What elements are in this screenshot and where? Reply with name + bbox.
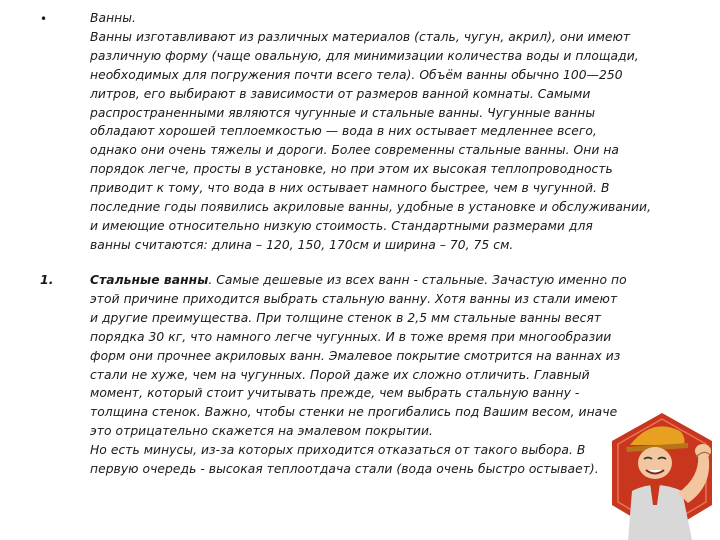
paragraph-line: форм они прочнее акриловых ванн. Эмалевое покрытие смотрится на ваннах из xyxy=(90,348,621,363)
paragraph-line: последние годы появились акриловые ванны, удобные в установке и обслуживании, xyxy=(90,200,652,215)
bullet-marker: • xyxy=(40,12,48,26)
paragraph-first-line xyxy=(90,271,668,290)
paragraph-line: Но есть минусы, из-за которых приходится отказаться от такого выбора. В xyxy=(90,443,586,458)
paragraph-line: литров, его выбирают в зависимости от размеров ванной комнаты. Самыми xyxy=(90,86,591,101)
section-heading: Ванны. xyxy=(90,11,136,25)
paragraph-line: однако они очень тяжелы и дороги. Более современны стальные ванны. Они на xyxy=(90,143,620,158)
section-baths-text xyxy=(90,9,668,255)
paragraph-line: толщина стенок. Важно, чтобы стенки не прогибались под Вашим весом, иначе xyxy=(90,405,618,420)
paragraph-line: различную форму (чаще овальную, для минимизации количества воды и площади, xyxy=(90,48,639,63)
paragraph-line: Ванны изготавливают из различных материалов (сталь, чугун, акрил), они имеют xyxy=(90,29,631,44)
paragraph-line: этой причине приходится выбрать стальную ванну. Хотя ванны из стали имеют xyxy=(90,291,618,306)
paragraph-line: порядка 30 кг, что намного легче чугунных. И в тоже время при многообразии xyxy=(90,329,612,344)
paragraph-line: приводит к тому, что вода в них остывает намного быстрее, чем в чугунной. В xyxy=(90,181,610,196)
paragraph-line: распространенными являются чугунные и стальные ванны. Чугунные ванны xyxy=(90,105,596,120)
section-steel-baths-text xyxy=(90,271,668,479)
paragraph-line: первую очередь - высокая теплоотдача стали (вода очень быстро остывает). xyxy=(90,462,599,477)
bold-lead: Стальные ванны xyxy=(90,273,209,287)
worker-mascot-icon xyxy=(600,405,720,540)
paragraph-line: порядок легче, просты в установке, но при этом их высокая теплопроводность xyxy=(90,162,613,177)
paragraph-line: ванны считаются: длина – 120, 150, 170см и ширина – 70, 75 см. xyxy=(90,237,514,252)
list-number: 1. xyxy=(40,272,54,287)
paragraph-line: обладают хорошей теплоемкостью — вода в них остывает медленнее всего, xyxy=(90,124,597,139)
paragraph-line: стали не хуже, чем на чугунных. Порой даже их сложно отличить. Главный xyxy=(90,367,590,382)
paragraph-line: момент, который стоит учитывать прежде, чем выбрать стальную ванну - xyxy=(90,386,580,401)
paragraph-line: это отрицательно скажется на эмалевом покрытии. xyxy=(90,424,433,439)
paragraph-line: и другие преимущества. При толщине стенок в 2,5 мм стальные ванны весят xyxy=(90,310,602,325)
paragraph-line: и имеющие относительно низкую стоимость. Стандартными размерами для xyxy=(90,218,593,233)
paragraph-line: необходимых для погружения почти всего тела). Объём ванны обычно 100—250 xyxy=(90,67,623,82)
first-line-rest: . Самые дешевые из всех ванн - стальные. Зачастую именно по xyxy=(208,273,627,287)
